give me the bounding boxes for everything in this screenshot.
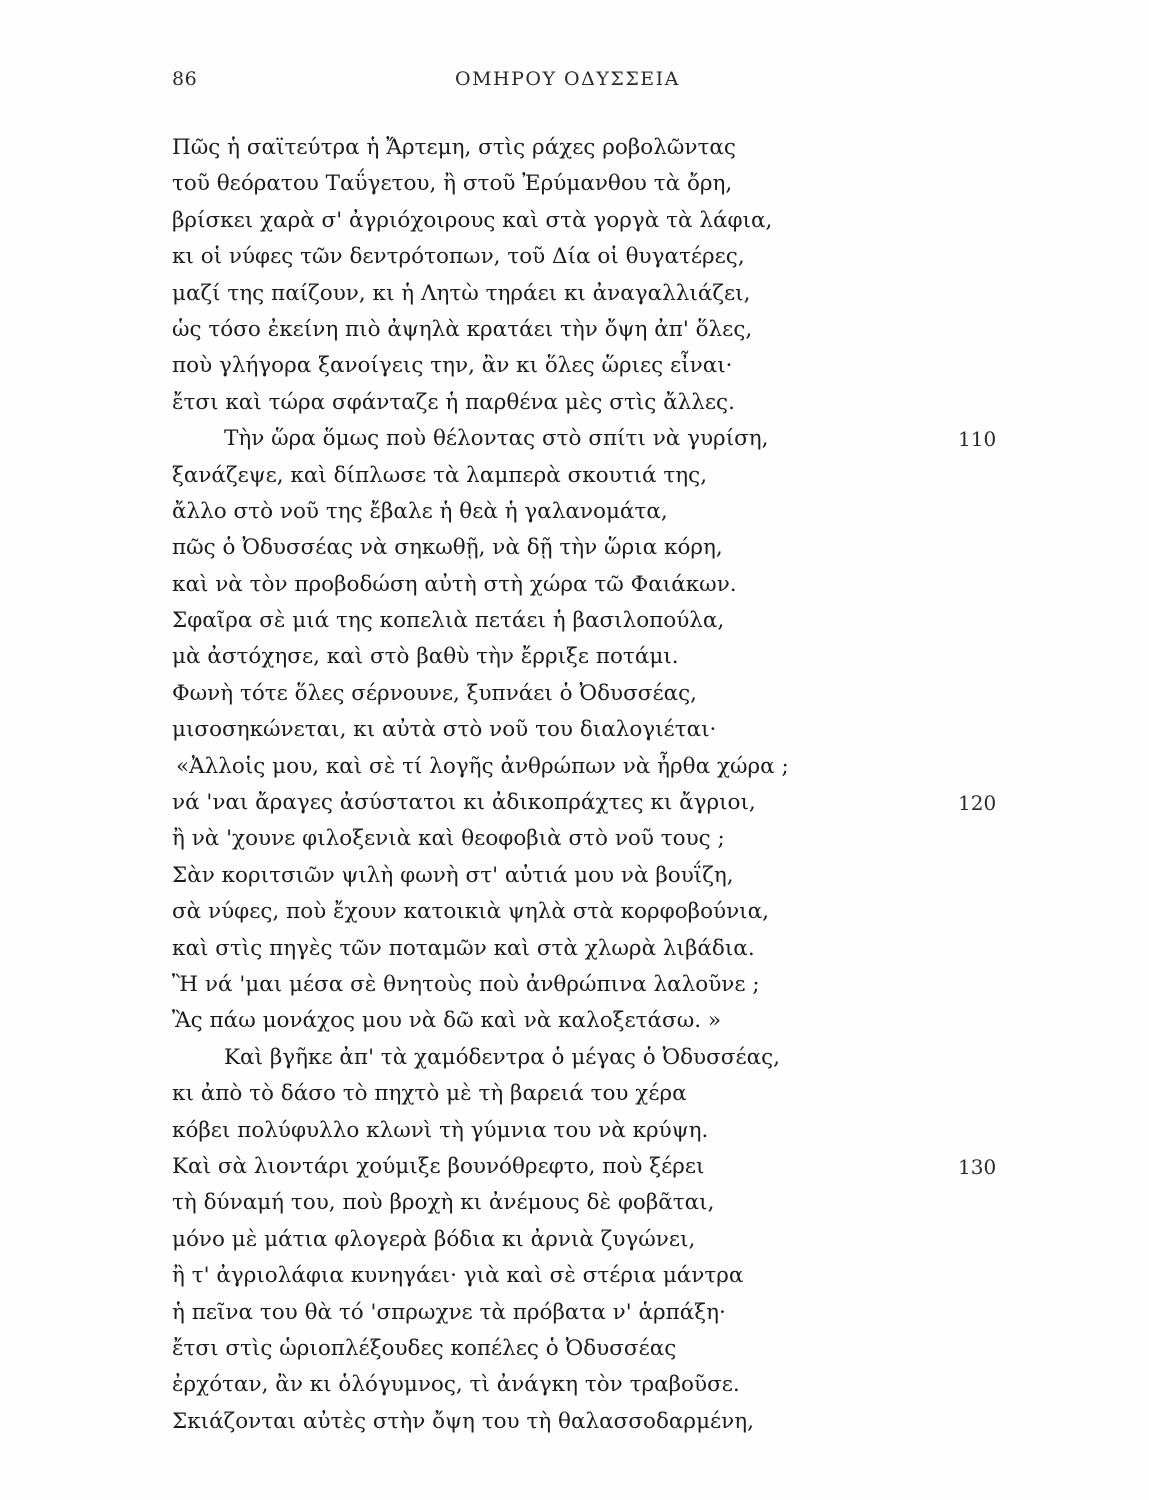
verse-text: ἄλλο στὸ νοῦ της ἔβαλε ἡ θεὰ ἡ γαλανομάτα, [172, 498, 668, 524]
verse-line [172, 785, 997, 821]
verse-text: βρίσκει χαρὰ σ' ἀγριόχοιρους καὶ στὰ γοργὰ τὰ λάφια, [172, 207, 773, 233]
verse-text: Πῶς ἡ σαϊτεύτρα ἡ Ἄρτεμη, στὶς ράχες ροβολῶντας [172, 135, 736, 160]
verse-line [172, 1367, 992, 1403]
verse-line [172, 1113, 992, 1149]
verse-line [172, 821, 992, 857]
verse-line [172, 567, 992, 603]
running-title: ΟΜΗΡΟΥ ΟΔΥΣΣΕΙΑ [455, 68, 680, 90]
line-number: 120 [958, 791, 997, 816]
verse-line [172, 421, 997, 457]
line-number: 110 [958, 427, 997, 452]
verse-line [172, 276, 992, 312]
verse-text: Καὶ σὰ λιοντάρι χούμιξε βουνόθρεφτο, ποὺ ξέρει [172, 1153, 705, 1179]
verse-line [172, 712, 992, 748]
verse-line [172, 1222, 992, 1258]
verse-line [172, 1076, 992, 1112]
verse-line [172, 203, 992, 239]
verse-line [172, 130, 992, 166]
verse-text: ποὺ γλήγορα ξανοίγεις την, ἂν κι ὅλες ὥριες εἶναι· [172, 353, 733, 379]
verse-line [172, 1003, 992, 1039]
verse-text: μαζί της παίζουν, κι ἡ Λητὼ τηράει κι ἀναγαλλιάζει, [172, 280, 751, 306]
verse-line [172, 458, 992, 494]
verse-line [172, 494, 992, 530]
verse-line [172, 1295, 992, 1331]
verse-text: τὴ δύναμή του, ποὺ βροχὴ κι ἀνέμους δὲ φοβᾶται, [172, 1190, 715, 1216]
verse-line [172, 239, 992, 275]
verse-text: ξανάζεψε, καὶ δίπλωσε τὰ λαμπερὰ σκουτιά της, [172, 462, 708, 488]
verse-line [172, 1149, 997, 1185]
verse-line [172, 166, 992, 202]
verse-text: Ἂς πάω μονάχος μου νὰ δῶ καὶ νὰ καλοξετάσω. » [172, 1008, 722, 1034]
verse-text: μὰ ἀστόχησε, καὶ στὸ βαθὺ τὴν ἔρριξε ποτάμι. [172, 644, 679, 670]
verse-line [172, 1258, 992, 1294]
verse-text: καὶ νὰ τὸν προβοδώση αὐτὴ στὴ χώρα τῶ Φαιάκων. [172, 571, 737, 597]
verse-text: μόνο μὲ μάτια φλογερὰ βόδια κι ἀρνιὰ ζυγώνει, [172, 1226, 696, 1252]
verse-text: «Ἀλλοἱς μου, καὶ σὲ τί λογῆς ἀνθρώπων νὰ ἦρθα χώρα ; [176, 753, 789, 779]
verse-line [172, 967, 992, 1003]
verse-line [172, 385, 992, 421]
verse-line [172, 931, 992, 967]
verse-line [172, 858, 992, 894]
verse-text: Ἢ νά 'μαι μέσα σὲ θνητοὺς ποὺ ἀνθρώπινα λαλοῦνε ; [172, 971, 760, 997]
line-number: 130 [958, 1154, 997, 1179]
verse-text: Φωνὴ τότε ὅλες σέρνουνε, ξυπνάει ὁ Ὀδυσσέας, [172, 680, 697, 706]
verse-text: ἔτσι καὶ τώρα σφάνταζε ἡ παρθένα μὲς στὶς ἄλλες. [172, 389, 735, 415]
verse-line [172, 603, 992, 639]
verse-text: καὶ στὶς πηγὲς τῶν ποταμῶν καὶ στὰ χλωρὰ λιβάδια. [172, 935, 755, 961]
verse-text: ἢ τ' ἀγριολάφια κυνηγάει· γιὰ καὶ σὲ στέρια μάντρα [172, 1263, 744, 1289]
verse-text: ἢ νὰ 'χουνε φιλοξενιὰ καὶ θεοφοβιὰ στὸ νοῦ τους ; [172, 826, 725, 852]
verse-text: ἔτσι στὶς ὡριοπλέξουδες κοπέλες ὁ Ὀδυσσέας [172, 1335, 677, 1361]
verse-line [172, 749, 992, 785]
verse-line [172, 312, 992, 348]
poem-text-block [172, 130, 997, 1440]
verse-text: μισοσηκώνεται, κι αὐτὰ στὸ νοῦ του διαλογιέται· [172, 717, 717, 743]
verse-line [172, 1331, 992, 1367]
verse-line [172, 1404, 992, 1440]
verse-text: κι ἀπὸ τὸ δάσο τὸ πηχτὸ μὲ τὴ βαρειά του χέρα [172, 1081, 687, 1107]
verse-line [172, 676, 992, 712]
verse-line [172, 348, 992, 384]
page-number: 86 [172, 68, 198, 90]
verse-text: Σκιάζονται αὐτὲς στὴν ὄψη του τὴ θαλασσοδαρμένη, [172, 1408, 754, 1434]
verse-text: Καὶ βγῆκε ἀπ' τὰ χαμόδεντρα ὁ μέγας ὁ Ὀδυσσέας, [224, 1044, 780, 1070]
verse-line [172, 1185, 992, 1221]
verse-text: Σὰν κοριτσιῶν ψιλὴ φωνὴ στ' αὐτιά μου νὰ βουΐζη, [172, 862, 734, 888]
verse-line [172, 894, 992, 930]
verse-text: ἡ πεῖνα του θὰ τό 'σπρωχνε τὰ πρόβατα ν' ἁρπάξη· [172, 1299, 726, 1325]
verse-line [172, 530, 992, 566]
verse-line [172, 639, 992, 675]
verse-text: τοῦ θεόρατου Ταΰγετου, ἢ στοῦ Ἐρύμανθου τὰ ὄρη, [172, 171, 733, 197]
verse-text: σὰ νύφες, ποὺ ἔχουν κατοικιὰ ψηλὰ στὰ κορφοβούνια, [172, 899, 769, 925]
verse-text: ἐρχόταν, ἂν κι ὁλόγυμνος, τὶ ἀνάγκη τὸν τραβοῦσε. [172, 1372, 740, 1398]
verse-text: κόβει πολύφυλλο κλωνὶ τὴ γύμνια του νὰ κρύψη. [172, 1117, 709, 1143]
verse-text: ὡς τόσο ἐκείνη πιὸ ἀψηλὰ κρατάει τὴν ὄψη ἀπ' ὅλες, [172, 316, 753, 342]
verse-text: πῶς ὁ Ὀδυσσέας νὰ σηκωθῇ, νὰ δῇ τὴν ὥρια κόρη, [172, 535, 723, 561]
verse-text: Σφαῖρα σὲ μιά της κοπελιὰ πετάει ἡ βασιλοπούλα, [172, 608, 725, 634]
verse-text: Τὴν ὥρα ὅμως ποὺ θέλοντας στὸ σπίτι νὰ γυρίση, [224, 426, 769, 452]
page-header [0, 68, 1149, 98]
verse-text: κι οἱ νύφες τῶν δεντρότοπων, τοῦ Δία οἱ θυγατέρες, [172, 244, 745, 270]
verse-text: νά 'ναι ἄραγες ἀσύστατοι κι ἀδικοπράχτες κι ἄγριοι, [172, 790, 756, 816]
verse-line [172, 1040, 992, 1076]
